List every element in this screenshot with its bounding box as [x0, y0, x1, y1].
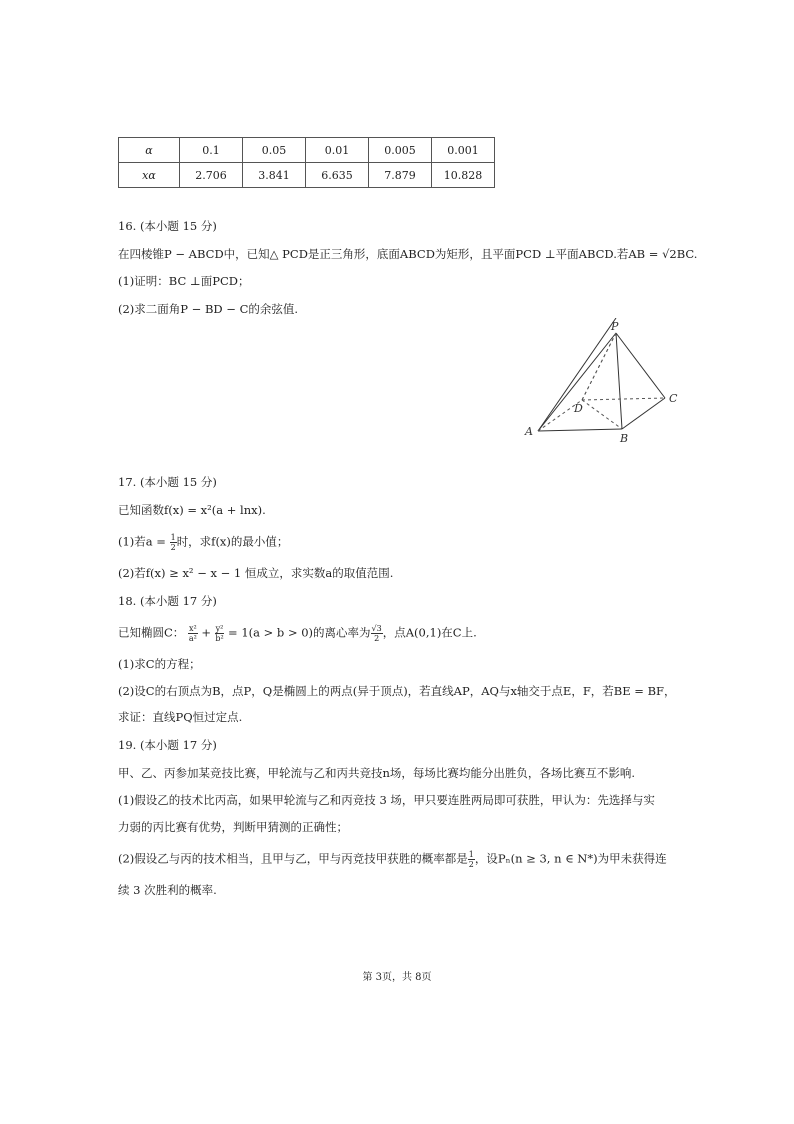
- edge-PA-line: [538, 333, 616, 431]
- plus-sign: +: [201, 625, 211, 640]
- label-C: C: [669, 392, 678, 405]
- q18-stem-mid: = 1(a > b > 0)的离心率为: [228, 625, 371, 640]
- label-B: B: [620, 432, 629, 445]
- q17-part2: (2)若f(x) ≥ x² − x − 1 恒成立，求实数a的取值范围.: [118, 566, 394, 580]
- q18-stem-post: ，点A(0,1)在C上.: [382, 625, 477, 640]
- label-D: D: [574, 402, 583, 415]
- fraction-one-half: [170, 533, 177, 552]
- fraction-numerator: √3: [371, 624, 382, 633]
- fraction-denominator: 2: [170, 543, 176, 552]
- table-cell: 0.001: [432, 138, 495, 163]
- table-cell: 10.828: [432, 163, 495, 188]
- q19-part2: [118, 850, 667, 869]
- q18-part2-cont: 求证：直线PQ恒过定点.: [118, 710, 243, 724]
- q19-part2-cont: 续 3 次胜利的概率.: [118, 883, 217, 897]
- q16-part2: (2)求二面角P − BD − C的余弦值.: [118, 302, 299, 316]
- fraction-y2-b2: [215, 624, 225, 643]
- edge-BC: [622, 398, 665, 429]
- table-cell: 0.05: [243, 138, 306, 163]
- q18-stem-pre: 已知椭圆C：: [118, 625, 185, 640]
- q17-part1-post: 时，求f(x)的最小值；: [176, 534, 289, 549]
- q17-part1: [118, 533, 288, 552]
- edge-PC: [616, 333, 665, 398]
- critical-value-table: [118, 137, 495, 188]
- table-cell: 7.879: [369, 163, 432, 188]
- fraction-numerator: 1: [468, 850, 474, 859]
- page-footer: 第 3页，共 8页: [362, 972, 432, 983]
- q17-title: 17. (本小题 15 分): [118, 475, 217, 489]
- fraction-denominator: 2: [468, 860, 474, 869]
- fraction-numerator: x²: [188, 624, 197, 633]
- table-header-alpha: α: [119, 138, 180, 163]
- q16-stem: 在四棱锥P − ABCD中，已知△ PCD是正三角形，底面ABCD为矩形，且平面PCD ⊥平面ABCD.若AB = √2BC.: [118, 247, 698, 261]
- table-cell: 6.635: [306, 163, 369, 188]
- q19-title: 19. (本小题 17 分): [118, 738, 217, 752]
- fraction-denominator: 2: [374, 634, 380, 643]
- table-row: [119, 163, 495, 188]
- label-A: A: [525, 425, 533, 438]
- table-header-xalpha: xα: [119, 163, 180, 188]
- table-cell: 3.841: [243, 163, 306, 188]
- fraction-x2-a2: [188, 624, 198, 643]
- fraction-numerator: 1: [170, 533, 176, 542]
- q19-stem: 甲、乙、丙参加某竞技比赛，甲轮流与乙和丙共竞技n场，每场比赛均能分出胜负，各场比赛互不影响.: [118, 766, 636, 780]
- fraction-eccentricity: [371, 624, 383, 643]
- table-cell: 0.005: [369, 138, 432, 163]
- q19-part2-post: ，设Pₙ(n ≥ 3, n ∈ N*)为甲未获得连: [474, 851, 667, 866]
- table-row: [119, 138, 495, 163]
- edge-DC: [582, 398, 665, 400]
- q19-part1: (1)假设乙的技术比丙高，如果甲轮流与乙和丙竞技 3 场，甲只要连胜两局即可获胜，甲认为：先选择与实: [118, 793, 655, 807]
- fraction-numerator: y²: [215, 624, 224, 633]
- q18-title: 18. (本小题 17 分): [118, 594, 217, 608]
- q19-part2-pre: (2)假设乙与丙的技术相当，且甲与乙，甲与丙竞技甲获胜的概率都是: [118, 851, 468, 866]
- table-cell: 0.1: [180, 138, 243, 163]
- q19-part1-cont: 力弱的丙比赛有优势，判断甲猜测的正确性；: [118, 820, 348, 834]
- pyramid-figure: [520, 318, 690, 450]
- q16-title: 16. (本小题 15 分): [118, 219, 217, 233]
- fraction-denominator: b²: [215, 634, 224, 643]
- q17-part1-pre: (1)若a =: [118, 534, 166, 549]
- q18-part2: (2)设C的右顶点为B，点P，Q是椭圆上的两点(异于顶点)，若直线AP，AQ与x轴交于点E，F，若BE = BF，: [118, 684, 676, 698]
- label-P: P: [611, 320, 619, 333]
- edge-AB: [538, 429, 622, 431]
- table-cell: 2.706: [180, 163, 243, 188]
- q18-part1: (1)求C的方程；: [118, 657, 201, 671]
- table-cell: 0.01: [306, 138, 369, 163]
- fraction-denominator: a²: [188, 634, 197, 643]
- q16-part1: (1)证明：BC ⊥面PCD；: [118, 274, 250, 288]
- q17-stem: 已知函数f(x) = x²(a + lnx).: [118, 503, 266, 517]
- fraction-one-half: [468, 850, 475, 869]
- edge-PB: [616, 333, 622, 429]
- edge-DB: [582, 400, 622, 429]
- q18-stem: [118, 624, 477, 643]
